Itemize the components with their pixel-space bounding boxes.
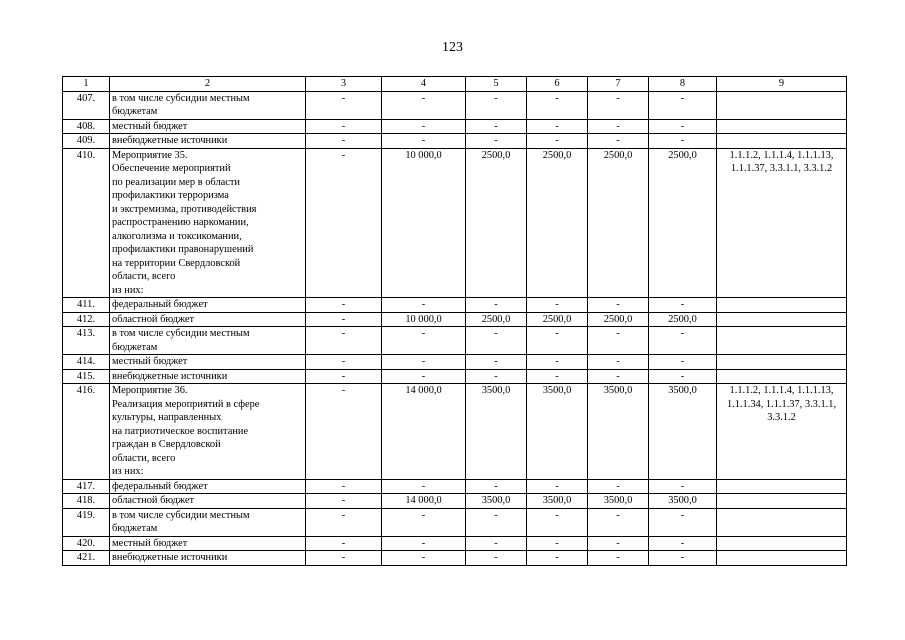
col6-cell: 3500,0 bbox=[527, 384, 588, 480]
description-cell: местный бюджет bbox=[110, 536, 306, 551]
target-indicators-cell: 1.1.1.2, 1.1.1.4, 1.1.1.13, 1.1.1.34, 1.1.1.37, 3.3.1.1, 3.3.1.2 bbox=[717, 384, 847, 480]
row-number-cell: 414. bbox=[63, 355, 110, 370]
row-number-cell: 413. bbox=[63, 327, 110, 355]
table-row bbox=[63, 494, 847, 509]
target-indicators-cell bbox=[717, 508, 847, 536]
column-header: 5 bbox=[466, 77, 527, 92]
col7-cell: 3500,0 bbox=[588, 494, 649, 509]
col6-cell: - bbox=[527, 298, 588, 313]
col4-cell: 14 000,0 bbox=[382, 494, 466, 509]
col5-cell: - bbox=[466, 479, 527, 494]
row-number-cell: 410. bbox=[63, 148, 110, 298]
table-row bbox=[63, 91, 847, 119]
col5-cell: 3500,0 bbox=[466, 384, 527, 480]
row-number-cell: 408. bbox=[63, 119, 110, 134]
col8-cell: - bbox=[649, 355, 717, 370]
col7-cell: - bbox=[588, 327, 649, 355]
col6-cell: 2500,0 bbox=[527, 312, 588, 327]
target-indicators-cell bbox=[717, 479, 847, 494]
col3-cell: - bbox=[306, 148, 382, 298]
col4-cell: - bbox=[382, 508, 466, 536]
col7-cell: - bbox=[588, 355, 649, 370]
col3-cell: - bbox=[306, 508, 382, 536]
budget-table bbox=[62, 76, 847, 566]
description-cell: Мероприятие 35. Обеспечение мероприятий по реализации мер в области профилактики терроризма и экстремизма, противодействия распространению наркомании, алкоголизма и токсикомании, профилактики правонарушений на территории Свердловской области, всего из них: bbox=[110, 148, 306, 298]
col6-cell: - bbox=[527, 508, 588, 536]
col8-cell: - bbox=[649, 551, 717, 566]
col3-cell: - bbox=[306, 312, 382, 327]
target-indicators-cell bbox=[717, 134, 847, 149]
target-indicators-cell bbox=[717, 494, 847, 509]
target-indicators-cell bbox=[717, 551, 847, 566]
col7-cell: - bbox=[588, 119, 649, 134]
row-number-cell: 412. bbox=[63, 312, 110, 327]
col4-cell: - bbox=[382, 479, 466, 494]
description-cell: в том числе субсидии местным бюджетам bbox=[110, 327, 306, 355]
col5-cell: 3500,0 bbox=[466, 494, 527, 509]
row-number-cell: 409. bbox=[63, 134, 110, 149]
col6-cell: 2500,0 bbox=[527, 148, 588, 298]
target-indicators-cell bbox=[717, 119, 847, 134]
column-header: 2 bbox=[110, 77, 306, 92]
col7-cell: - bbox=[588, 298, 649, 313]
col4-cell: - bbox=[382, 369, 466, 384]
target-indicators-cell bbox=[717, 327, 847, 355]
column-header: 1 bbox=[63, 77, 110, 92]
row-number-cell: 415. bbox=[63, 369, 110, 384]
column-header: 8 bbox=[649, 77, 717, 92]
description-cell: федеральный бюджет bbox=[110, 479, 306, 494]
col6-cell: - bbox=[527, 369, 588, 384]
col8-cell: 2500,0 bbox=[649, 148, 717, 298]
row-number-cell: 417. bbox=[63, 479, 110, 494]
col8-cell: - bbox=[649, 369, 717, 384]
col4-cell: 10 000,0 bbox=[382, 148, 466, 298]
description-cell: Мероприятие 36. Реализация мероприятий в сфере культуры, направленных на патриотическое воспитание граждан в Свердловской области, всего из них: bbox=[110, 384, 306, 480]
description-cell: внебюджетные источники bbox=[110, 369, 306, 384]
col7-cell: - bbox=[588, 91, 649, 119]
col5-cell: - bbox=[466, 551, 527, 566]
col3-cell: - bbox=[306, 134, 382, 149]
row-number-cell: 421. bbox=[63, 551, 110, 566]
col5-cell: - bbox=[466, 91, 527, 119]
col8-cell: - bbox=[649, 134, 717, 149]
row-number-cell: 420. bbox=[63, 536, 110, 551]
col3-cell: - bbox=[306, 536, 382, 551]
col7-cell: - bbox=[588, 551, 649, 566]
col8-cell: - bbox=[649, 119, 717, 134]
col8-cell: - bbox=[649, 536, 717, 551]
row-number-cell: 407. bbox=[63, 91, 110, 119]
col3-cell: - bbox=[306, 119, 382, 134]
table-row bbox=[63, 551, 847, 566]
col8-cell: 2500,0 bbox=[649, 312, 717, 327]
col5-cell: 2500,0 bbox=[466, 148, 527, 298]
target-indicators-cell: 1.1.1.2, 1.1.1.4, 1.1.1.13, 1.1.1.37, 3.3.1.1, 3.3.1.2 bbox=[717, 148, 847, 298]
description-cell: областной бюджет bbox=[110, 312, 306, 327]
col6-cell: - bbox=[527, 119, 588, 134]
col4-cell: - bbox=[382, 536, 466, 551]
col7-cell: - bbox=[588, 479, 649, 494]
col3-cell: - bbox=[306, 479, 382, 494]
column-header: 7 bbox=[588, 77, 649, 92]
col3-cell: - bbox=[306, 494, 382, 509]
table-row bbox=[63, 119, 847, 134]
col6-cell: - bbox=[527, 134, 588, 149]
col7-cell: 3500,0 bbox=[588, 384, 649, 480]
col8-cell: 3500,0 bbox=[649, 494, 717, 509]
col3-cell: - bbox=[306, 91, 382, 119]
col3-cell: - bbox=[306, 384, 382, 480]
table-row bbox=[63, 536, 847, 551]
col4-cell: 10 000,0 bbox=[382, 312, 466, 327]
col7-cell: - bbox=[588, 369, 649, 384]
col3-cell: - bbox=[306, 355, 382, 370]
target-indicators-cell bbox=[717, 355, 847, 370]
col4-cell: - bbox=[382, 355, 466, 370]
row-number-cell: 419. bbox=[63, 508, 110, 536]
col8-cell: - bbox=[649, 327, 717, 355]
row-number-cell: 416. bbox=[63, 384, 110, 480]
col5-cell: - bbox=[466, 508, 527, 536]
col5-cell: - bbox=[466, 134, 527, 149]
description-cell: внебюджетные источники bbox=[110, 551, 306, 566]
col3-cell: - bbox=[306, 551, 382, 566]
col5-cell: 2500,0 bbox=[466, 312, 527, 327]
col4-cell: 14 000,0 bbox=[382, 384, 466, 480]
description-cell: внебюджетные источники bbox=[110, 134, 306, 149]
col7-cell: - bbox=[588, 536, 649, 551]
col4-cell: - bbox=[382, 119, 466, 134]
column-header: 9 bbox=[717, 77, 847, 92]
col5-cell: - bbox=[466, 369, 527, 384]
col8-cell: - bbox=[649, 298, 717, 313]
col6-cell: - bbox=[527, 479, 588, 494]
col5-cell: - bbox=[466, 536, 527, 551]
col6-cell: - bbox=[527, 536, 588, 551]
col4-cell: - bbox=[382, 327, 466, 355]
target-indicators-cell bbox=[717, 312, 847, 327]
table-row bbox=[63, 479, 847, 494]
row-number-cell: 411. bbox=[63, 298, 110, 313]
table-row bbox=[63, 508, 847, 536]
target-indicators-cell bbox=[717, 369, 847, 384]
col7-cell: 2500,0 bbox=[588, 312, 649, 327]
col6-cell: - bbox=[527, 327, 588, 355]
col3-cell: - bbox=[306, 369, 382, 384]
table-row bbox=[63, 148, 847, 298]
col4-cell: - bbox=[382, 134, 466, 149]
col8-cell: - bbox=[649, 479, 717, 494]
col7-cell: 2500,0 bbox=[588, 148, 649, 298]
col6-cell: 3500,0 bbox=[527, 494, 588, 509]
col8-cell: 3500,0 bbox=[649, 384, 717, 480]
table-row bbox=[63, 327, 847, 355]
col4-cell: - bbox=[382, 551, 466, 566]
col5-cell: - bbox=[466, 119, 527, 134]
col7-cell: - bbox=[588, 134, 649, 149]
col4-cell: - bbox=[382, 298, 466, 313]
description-cell: областной бюджет bbox=[110, 494, 306, 509]
page-number: 123 bbox=[442, 40, 463, 55]
description-cell: местный бюджет bbox=[110, 355, 306, 370]
col6-cell: - bbox=[527, 355, 588, 370]
column-header: 6 bbox=[527, 77, 588, 92]
col3-cell: - bbox=[306, 298, 382, 313]
description-cell: в том числе субсидии местным бюджетам bbox=[110, 508, 306, 536]
col4-cell: - bbox=[382, 91, 466, 119]
column-header: 4 bbox=[382, 77, 466, 92]
col3-cell: - bbox=[306, 327, 382, 355]
col6-cell: - bbox=[527, 91, 588, 119]
col5-cell: - bbox=[466, 327, 527, 355]
table-row bbox=[63, 312, 847, 327]
col6-cell: - bbox=[527, 551, 588, 566]
col8-cell: - bbox=[649, 91, 717, 119]
table-header-row bbox=[63, 77, 847, 92]
table-row bbox=[63, 384, 847, 480]
row-number-cell: 418. bbox=[63, 494, 110, 509]
column-header: 3 bbox=[306, 77, 382, 92]
target-indicators-cell bbox=[717, 298, 847, 313]
description-cell: федеральный бюджет bbox=[110, 298, 306, 313]
col5-cell: - bbox=[466, 298, 527, 313]
description-cell: в том числе субсидии местным бюджетам bbox=[110, 91, 306, 119]
table-row bbox=[63, 355, 847, 370]
target-indicators-cell bbox=[717, 91, 847, 119]
col7-cell: - bbox=[588, 508, 649, 536]
table-row bbox=[63, 134, 847, 149]
table-row bbox=[63, 298, 847, 313]
col8-cell: - bbox=[649, 508, 717, 536]
target-indicators-cell bbox=[717, 536, 847, 551]
description-cell: местный бюджет bbox=[110, 119, 306, 134]
table-row bbox=[63, 369, 847, 384]
col5-cell: - bbox=[466, 355, 527, 370]
